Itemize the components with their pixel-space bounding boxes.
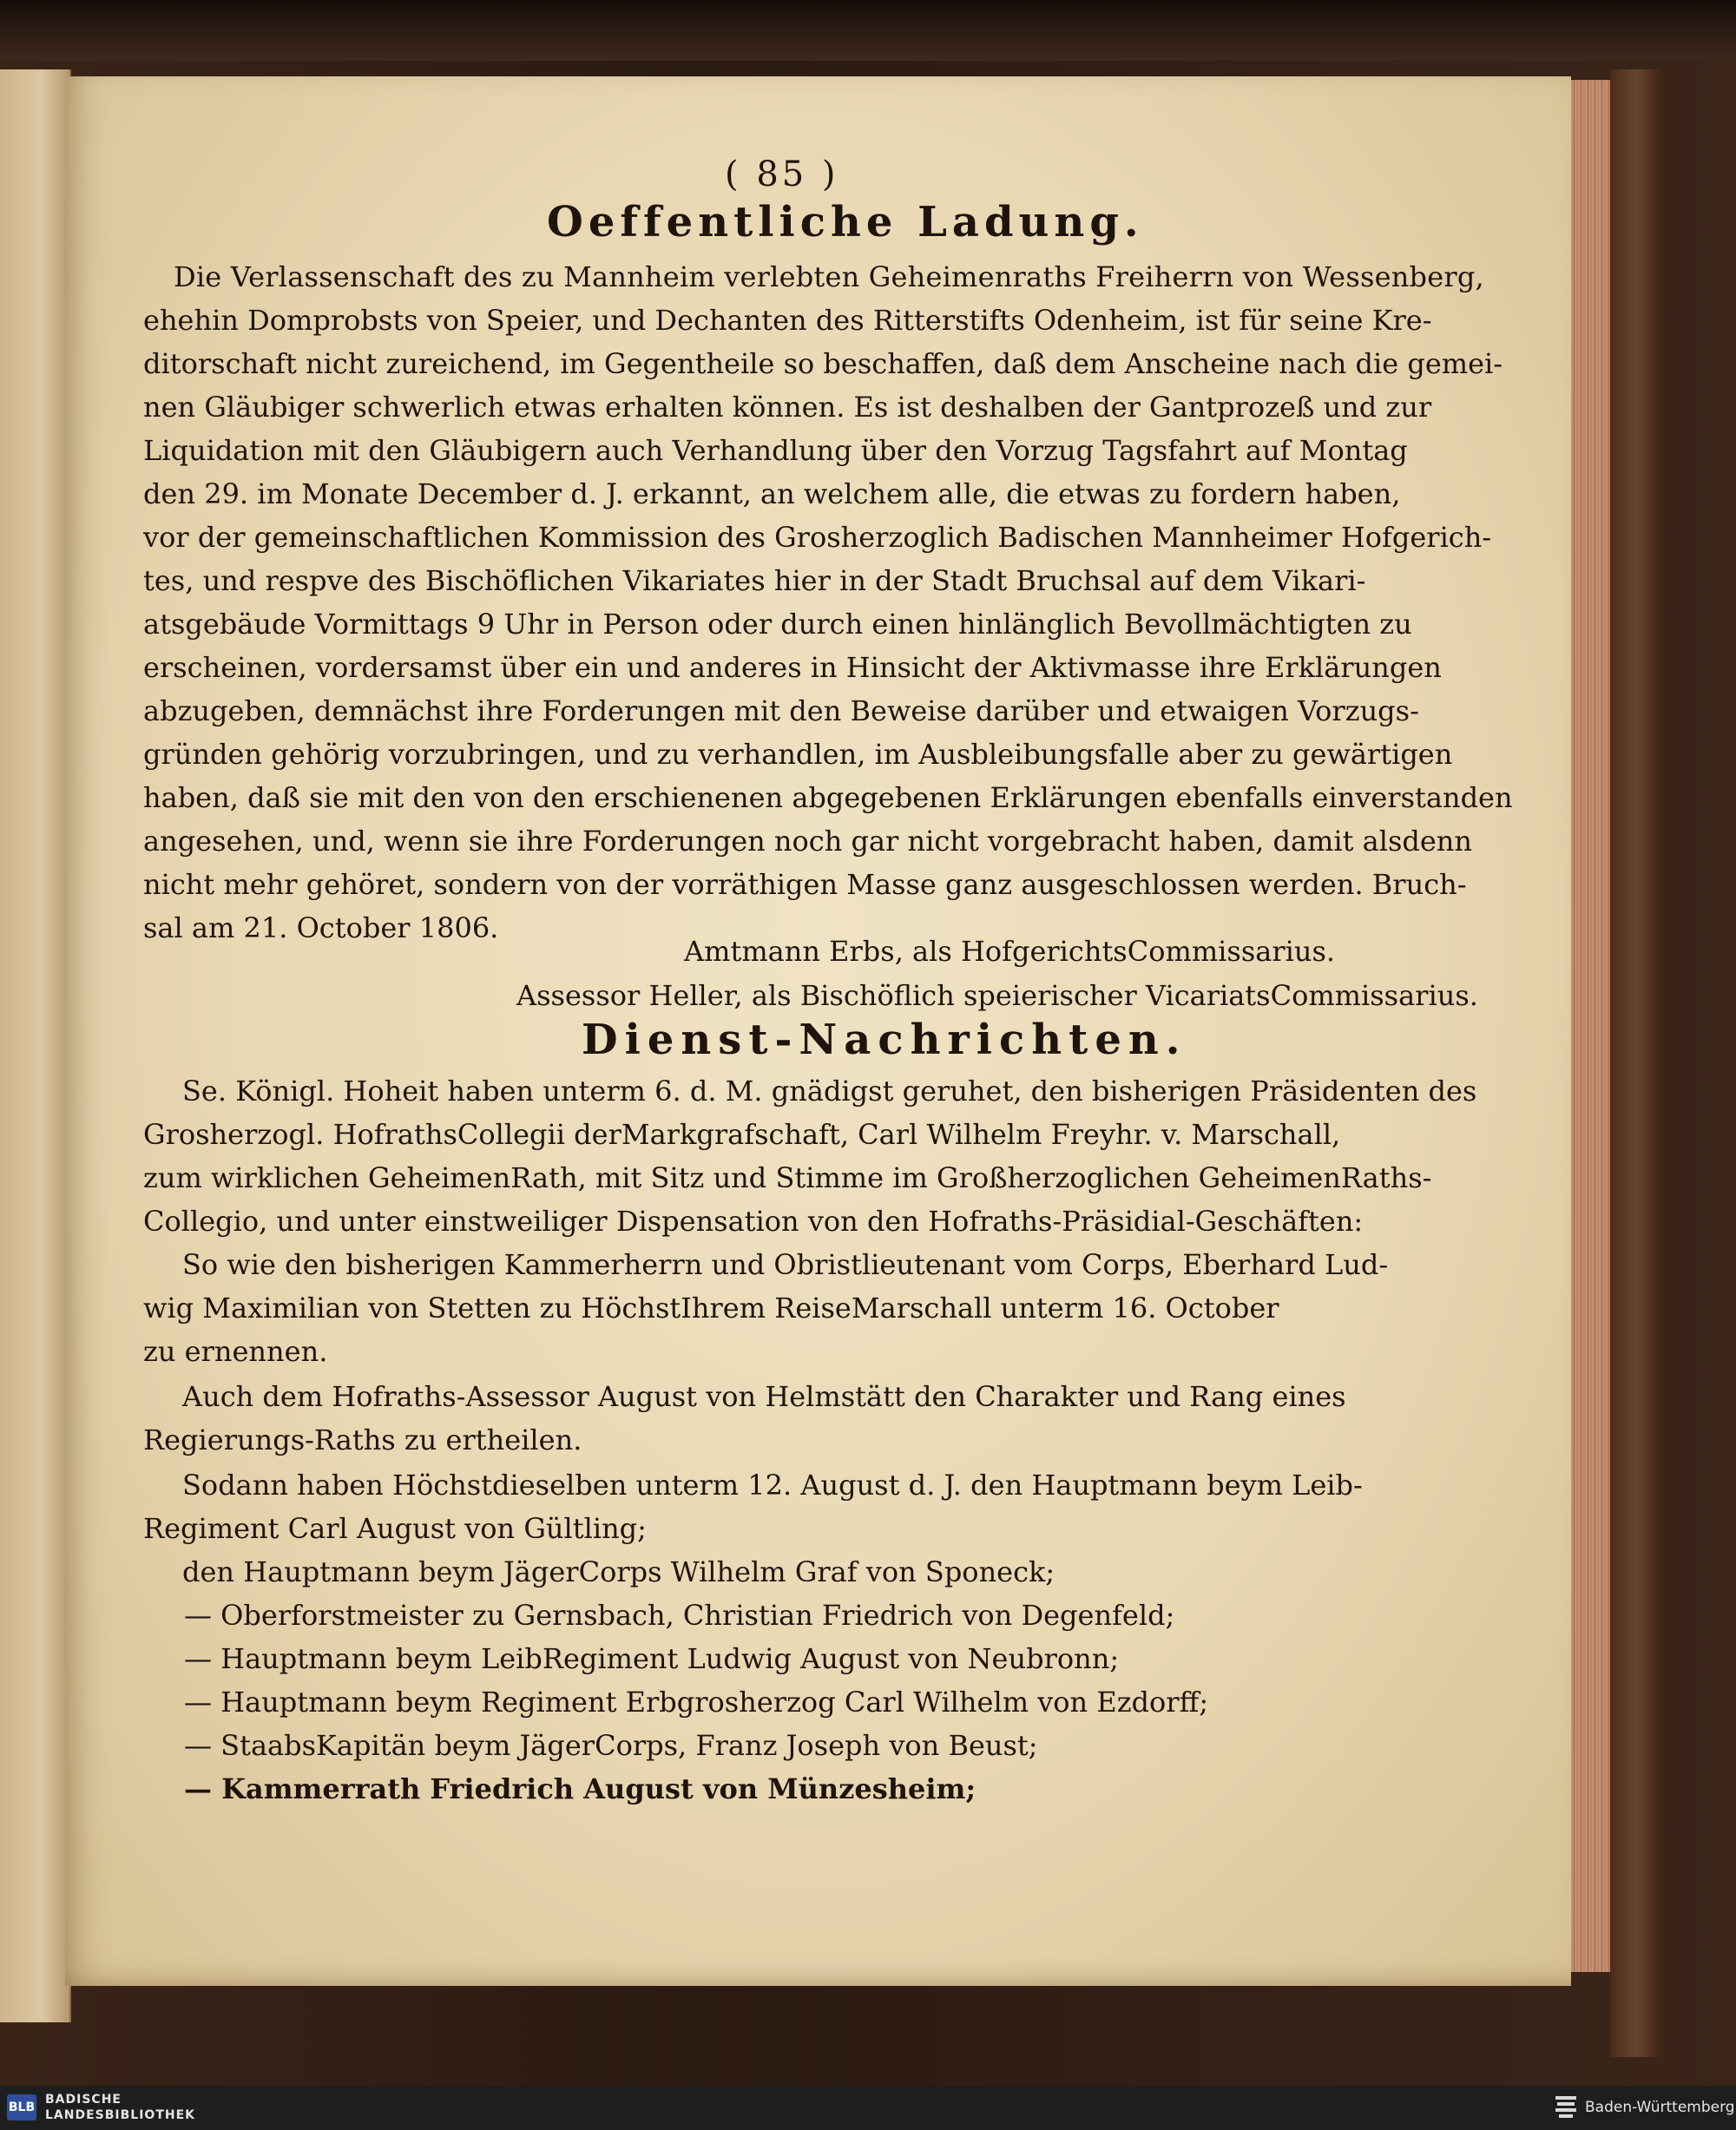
paragraph-1-line: nen Gläubiger schwerlich etwas erhalten können. Es ist deshalben der Gantprozeß und zur [143, 391, 1432, 424]
viewer-footer [0, 2086, 1736, 2130]
library-name-line2: LANDESBIBLIOTHEK [45, 2108, 196, 2122]
heading-dienst-nachrichten: Dienst-Nachrichten. [582, 1016, 1187, 1064]
paragraph-1-line: abzugeben, demnächst ihre Forderungen mit den Beweise darüber und etwaigen Vorzugs- [143, 694, 1419, 727]
paragraph-2-line: Grosherzogl. HofrathsCollegii derMarkgrafschaft, Carl Wilhelm Freyhr. v. Marschall, [143, 1118, 1341, 1151]
paragraph-1-line: Die Verlassenschaft des zu Mannheim verlebten Geheimenraths Freiherrn von Wessenberg, [174, 260, 1484, 293]
paragraph-1-line: haben, daß sie mit den von den erschienenen abgegebenen Erklärungen ebenfalls einverstanden [143, 781, 1513, 814]
book-cover-edge [1610, 69, 1662, 2057]
state-name[interactable]: Baden-Württemberg [1585, 2099, 1735, 2116]
appointment-list-item: — StaabsKapitän beym JägerCorps, Franz Joseph von Beust; [184, 1729, 1038, 1762]
paragraph-1-line: vor der gemeinschaftlichen Kommission des Grosherzoglich Badischen Mannheimer Hofgerich- [143, 521, 1492, 554]
appointment-list-item: — Hauptmann beym LeibRegiment Ludwig August von Neubronn; [184, 1642, 1120, 1675]
appointment-list-item: — Kammerrath Friedrich August von Münzesheim; [184, 1772, 976, 1805]
paragraph-2-line: Auch dem Hofraths-Assessor August von Helmstätt den Charakter und Rang eines [182, 1380, 1346, 1413]
library-name-line1: BADISCHE [45, 2093, 122, 2107]
signature-assessor: Assessor Heller, als Bischöflich speierischer VicariatsCommissarius. [516, 979, 1478, 1012]
paragraph-2-line: Sodann haben Höchstdieselben unterm 12. August d. J. den Hauptmann beym Leib- [182, 1469, 1363, 1502]
paragraph-2-line: So wie den bisherigen Kammerherrn und Obristlieutenant vom Corps, Eberhard Lud- [182, 1248, 1389, 1281]
paragraph-1-line: den 29. im Monate December d. J. erkannt, an welchem alle, die etwas zu fordern haben, [143, 477, 1401, 510]
paragraph-1-line: gründen gehörig vorzubringen, und zu verhandlen, im Ausbleibungsfalle aber zu gewärtigen [143, 738, 1453, 771]
heading-oeffentliche-ladung: Oeffentliche Ladung. [547, 198, 1144, 247]
paragraph-2-line: zum wirklichen GeheimenRath, mit Sitz und Stimme im Großherzoglichen GeheimenRaths- [143, 1161, 1432, 1194]
paragraph-2-line: Regierungs-Raths zu ertheilen. [143, 1423, 582, 1456]
paragraph-2-line: zu ernennen. [143, 1335, 328, 1368]
paragraph-1-line: tes, und respve des Bischöflichen Vikariates hier in der Stadt Bruchsal auf dem Vikari- [143, 564, 1366, 597]
paragraph-1-line: nicht mehr gehöret, sondern von der vorräthigen Masse ganz ausgeschlossen werden. Bruch- [143, 868, 1467, 901]
paragraph-1-line: Liquidation mit den Gläubigern auch Verhandlung über den Vorzug Tagsfahrt auf Montag [143, 434, 1408, 467]
signature-amtmann: Amtmann Erbs, als HofgerichtsCommissarius. [684, 935, 1336, 968]
paragraph-1-line: angesehen, und, wenn sie ihre Forderungen noch gar nicht vorgebracht haben, damit alsdenn [143, 825, 1473, 858]
appointment-list-item: — Hauptmann beym Regiment Erbgrosherzog Carl Wilhelm von Ezdorff; [184, 1686, 1209, 1719]
page-number: ( 85 ) [725, 154, 839, 194]
baden-wuerttemberg-lions-icon[interactable] [1554, 2094, 1578, 2121]
library-name[interactable] [45, 2092, 195, 2123]
blb-logo[interactable]: BLB [7, 2094, 36, 2120]
paragraph-2-line: Collegio, und unter einstweiliger Dispensation von den Hofraths-Präsidial-Geschäften: [143, 1205, 1364, 1238]
paragraph-1-line: erscheinen, vordersamst über ein und anderes in Hinsicht der Aktivmasse ihre Erklärungen [143, 651, 1442, 684]
paragraph-2-line: den Hauptmann beym JägerCorps Wilhelm Graf von Sponeck; [182, 1555, 1055, 1588]
paragraph-1-line: sal am 21. October 1806. [143, 911, 499, 944]
paragraph-2-line: Se. Königl. Hoheit haben unterm 6. d. M. gnädigst geruhet, den bisherigen Präsidenten des [182, 1075, 1477, 1108]
left-page-remnant [0, 69, 71, 2022]
paragraph-1-line: atsgebäude Vormittags 9 Uhr in Person oder durch einen hinlänglich Bevollmächtigten zu [143, 608, 1412, 641]
appointment-list-item: — Oberforstmeister zu Gernsbach, Christian Friedrich von Degenfeld; [184, 1599, 1175, 1632]
paragraph-2-line: wig Maximilian von Stetten zu HöchstIhrem ReiseMarschall unterm 16. October [143, 1292, 1279, 1325]
paragraph-2-line: Regiment Carl August von Gültling; [143, 1512, 647, 1545]
paragraph-1-line: ehehin Domprobsts von Speier, und Dechanten des Ritterstifts Odenheim, ist für seine Kre- [143, 304, 1432, 337]
paragraph-1-line: ditorschaft nicht zureichend, im Gegentheile so beschaffen, daß dem Anscheine nach die gemei- [143, 347, 1503, 380]
scan-top-edge [0, 0, 1736, 61]
